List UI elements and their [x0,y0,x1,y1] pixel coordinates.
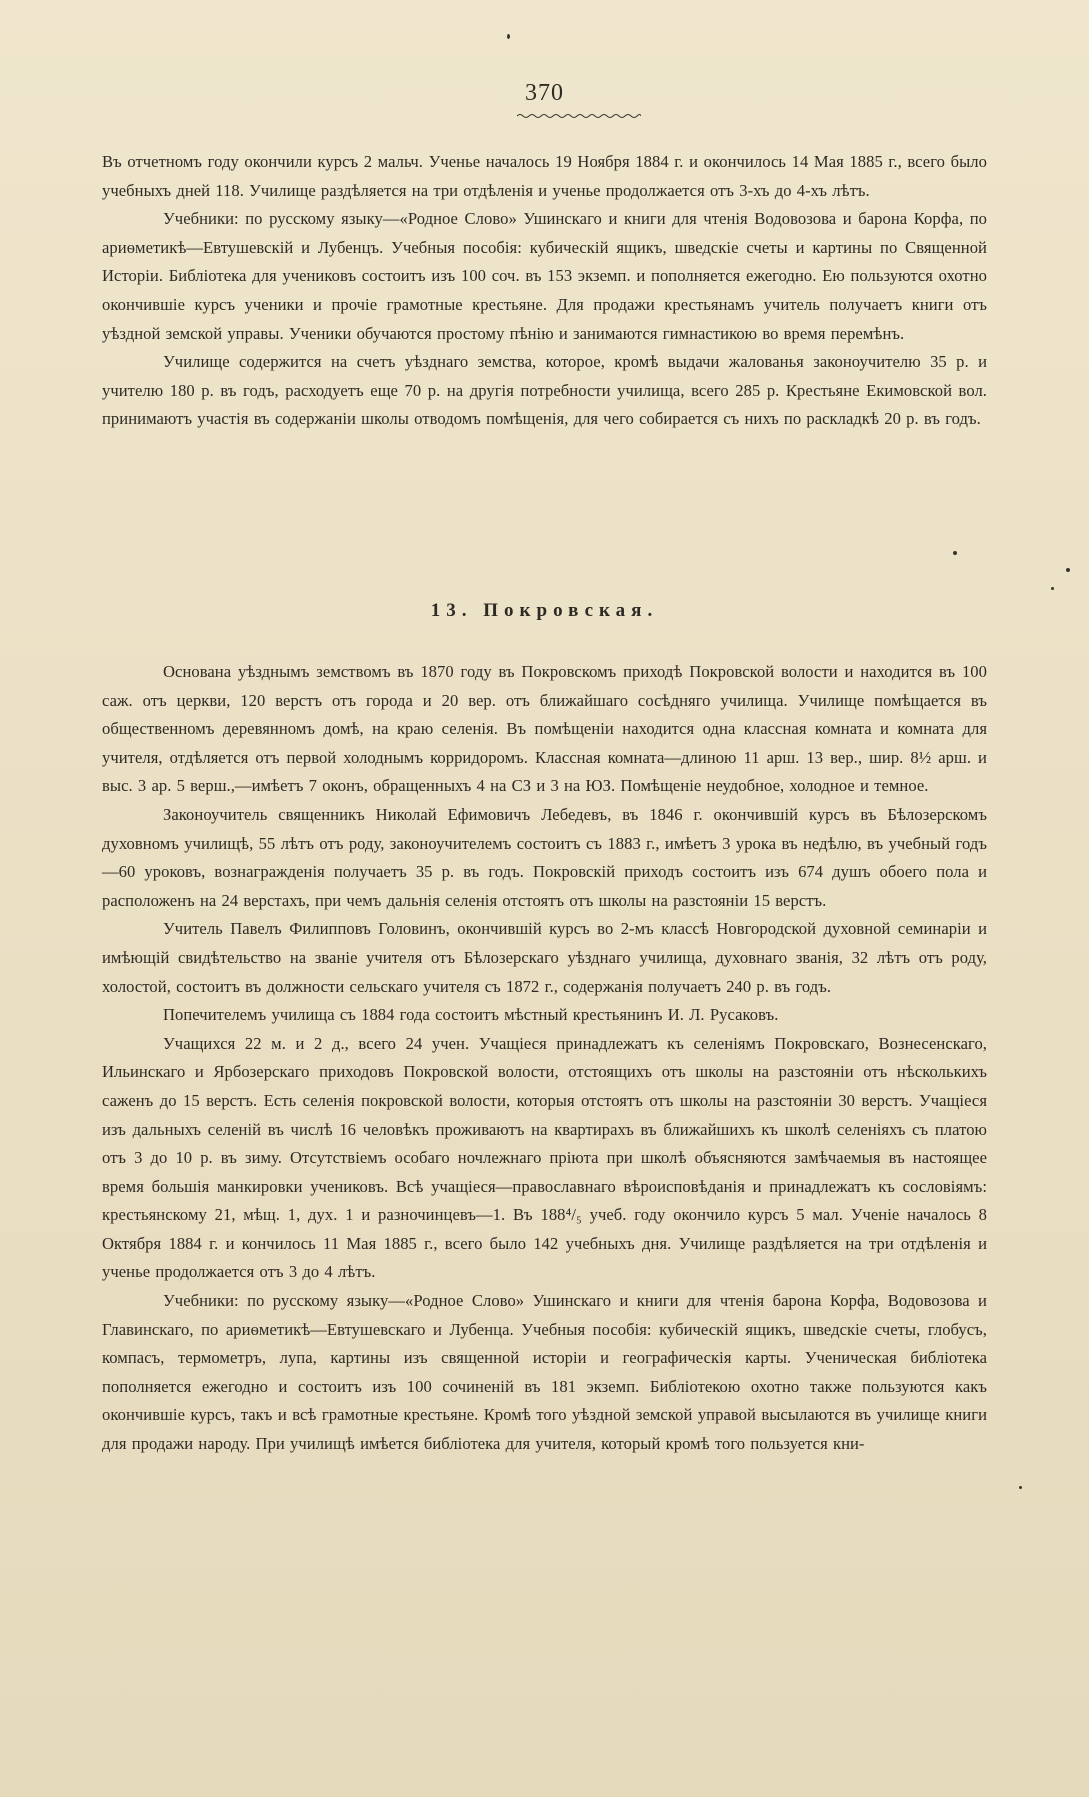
paragraph-textbooks-library: Учебники: по русскому языку—«Родное Слово» Ушинскаго и книги для чтенія барона Корфа, Водовозова и Главинскаго, по ариѳметикѣ—Евтушевскаго и Лубенца. Учебныя пособія: кубическій ящикъ, шведскіе счеты, глобусъ, компасъ, термометръ, лупа, картины изъ священной исторіи и географическія карты. Ученическая библіотека пополняется ежегодно и состоитъ изъ 100 сочиненій въ 181 экземп. Библіотекою охотно также пользуются какъ окончившіе курсъ, такъ и всѣ грамотные крестьяне. Кромѣ того уѣздной земской управой высылаются въ училище книги для продажи народу. При училищѣ имѣется библіотека для учителя, который кромѣ того пользуется кни- [102,1291,987,1454]
paragraph-funding: Училище содержится на счетъ уѣзднаго земства, которое, кромѣ выдачи жалованья законоучителю 35 р. и учителю 180 р. въ годъ, расходуетъ еще 70 р. на другія потребности училища, всего 285 р. Крестьяне Екимовской вол. принимаютъ участія въ содержаніи школы отводомъ помѣщенія, для чего собирается съ нихъ по раскладкѣ 20 р. въ годъ. [102,352,987,429]
print-speck [507,34,510,39]
paragraph-students: Учащихся 22 м. и 2 д., всего 24 учен. Учащіеся принадлежатъ къ селеніямъ Покровскаго, Вознесенскаго, Ильинскаго и Ярбозерскаго приходовъ Покровской волости, отстоящихъ отъ школы на разстояніи отъ нѣсколькихъ саженъ до 15 верстъ. Есть селенія покровской волости, которыя отстоятъ отъ школы на разстояніи 30 верстъ. Учащіеся изъ дальныхъ селеній въ числѣ 16 человѣкъ проживаютъ на квартирахъ въ ближайшихъ къ школѣ селеніяхъ съ платою отъ 3 до 10 р. въ зиму. Отсутствіемъ особаго ночлежнаго пріюта при школѣ объясняются замѣчаемыя въ настоящее время большія манкировки учениковъ. Всѣ учащіеся—православнаго вѣроисповѣданія и принадлежатъ къ сословіямъ: крестьянскому 21, мѣщ. 1, дух. 1 и разночинцевъ—1. Въ 188⁴/₅ учеб. году окончило курсъ 5 мал. Ученіе началось 8 Октября 1884 г. и кончилось 11 Мая 1885 г., всего было 142 учебныхъ дня. Училище раздѣляется на три отдѣленія и ученье продолжается отъ 3 до 4 лѣтъ. [102,1033,987,1282]
page-number-ornament [517,113,641,119]
paragraph-graduation: Въ отчетномъ году окончили курсъ 2 мальч. Ученье началось 19 Ноября 1884 г. и окончилось 14 Мая 1885 г., всего было учебныхъ дней 118. Училище раздѣляется на три отдѣленія и ученье продолжается отъ 3-хъ до 4-хъ лѣтъ. [102,152,987,200]
print-speck [1051,587,1054,590]
paragraph-textbooks: Учебники: по русскому языку—«Родное Слово» Ушинскаго и книги для чтенія Водовозова и барона Корфа, по ариѳметикѣ—Евтушевскій и Лубенцъ. Учебныя пособія: кубическій ящикъ, шведскіе счеты и картины по Священной Исторіи. Библіотека для учениковъ состоитъ изъ 100 соч. въ 153 экземп. и пополняется ежегодно. Ею пользуются охотно окончившіе курсъ ученики и прочіе грамотные крестьяне. Для продажи крестьянамъ учитель получаетъ книги отъ уѣздной земской управы. Ученики обучаются простому пѣнію и занимаются гимнастикою во время перемѣнъ. [102,209,987,343]
print-speck [1019,1486,1022,1489]
page-number: 370 [525,80,564,106]
paragraph-trustee: Попечителемъ училища съ 1884 года состоитъ мѣстный крестьянинъ И. Л. Русаковъ. [163,1005,779,1025]
print-speck [1066,568,1070,572]
continued-school-report [102,148,987,434]
paragraph-religion-teacher: Законоучитель священникъ Николай Ефимовичъ Лебедевъ, въ 1846 г. окончившій курсъ въ Бѣлозерскомъ духовномъ училищѣ, 55 лѣтъ отъ роду, законоучителемъ состоитъ съ 1883 г., имѣетъ 3 урока въ недѣлю, въ учебный годъ—60 уроковъ, вознагражденія получаетъ 35 р. въ годъ. Покровскій приходъ состоитъ изъ 674 душъ обоего пола и расположенъ на 24 верстахъ, при чемъ дальнія селенія отстоятъ отъ школы на разстояніи 15 верстъ. [102,804,987,910]
print-speck [953,551,957,555]
section-heading: 13. Покровская. [430,600,659,621]
paragraph-founding: Основана уѣзднымъ земствомъ въ 1870 году въ Покровскомъ приходѣ Покровской волости и находится въ 100 саж. отъ церкви, 120 верстъ отъ города и 20 вер. отъ ближайшаго сосѣдняго училища. Училище помѣщается въ общественномъ деревянномъ домѣ, на краю селенія. Въ помѣщеніи находится одна классная комната и комната для учителя, отдѣляется отъ первой холоднымъ корридоромъ. Классная комната—длиною 11 арш. 13 вер., шир. 8½ арш. и выс. 3 ар. 5 верш.,—имѣетъ 7 оконъ, обращенныхъ 4 на СЗ и 3 на ЮЗ. Помѣщеніе неудобное, холодное и темное. [102,662,987,796]
paragraph-teacher: Учитель Павелъ Филипповъ Головинъ, окончившій курсъ во 2-мъ классѣ Новгородской духовной семинаріи и имѣющій свидѣтельство на званіе учителя отъ Бѣлозерскаго уѣзднаго училища, духовнаго званія, 32 лѣтъ отъ роду, холостой, состоитъ въ должности сельскаго учителя съ 1872 г., содержанія получаетъ 240 р. въ годъ. [102,919,987,996]
pokrovskaya-school-report [102,658,987,1459]
